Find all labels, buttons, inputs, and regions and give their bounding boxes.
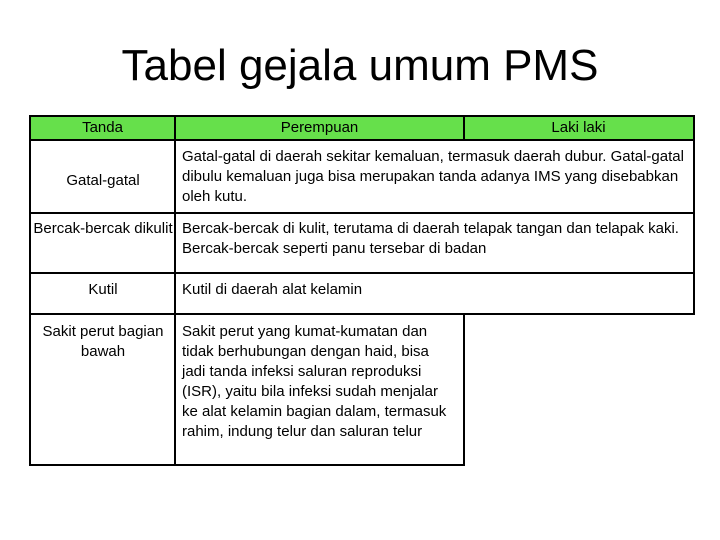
- column-divider-2-lower: [463, 314, 465, 466]
- column-divider-1: [174, 115, 176, 466]
- header-laki-laki: [464, 116, 693, 140]
- table-border-top: [29, 115, 695, 117]
- table-row-kutil-tanda: Kutil: [88, 281, 118, 298]
- table-border-bottom: [29, 464, 465, 466]
- table-row-sakit-perempuan: Sakit perut yang kumat-kumatan dan tidak berhubungan dengan haid, bisa jadi tanda infeksi saluran reproduksi (ISR), yaitu bila infeksi sudah menjalar ke alat kelamin bagian dalam, termasuk rahim, indung telur dan saluran telur: [182, 323, 447, 440]
- header-tanda-label: Tanda: [82, 119, 123, 136]
- column-divider-2-header: [463, 115, 465, 141]
- row-divider-1: [29, 212, 695, 214]
- table-border-left: [29, 115, 31, 466]
- page-title: Tabel gejala umum PMS: [121, 41, 599, 90]
- table-row-bercak-tanda: Bercak-bercak dikulit: [33, 220, 173, 237]
- table-row-gatal-perempuan: Gatal-gatal di daerah sekitar kemaluan, termasuk daerah dubur. Gatal-gatal dibulu kemaluan juga bisa merupakan tanda adanya IMS yang disebabkan oleh kutu.: [182, 148, 684, 205]
- row-divider-3: [29, 313, 695, 315]
- table-row-gatal-tanda: Gatal-gatal: [66, 172, 140, 189]
- table-row-kutil-perempuan: Kutil di daerah alat kelamin: [182, 281, 363, 298]
- header-laki-laki-label: Laki laki: [551, 119, 606, 136]
- table-row-bercak-perempuan: Bercak-bercak di kulit, terutama di daerah telapak tangan dan telapak kaki. Bercak-bercak seperti panu tersebar di badan: [182, 220, 679, 257]
- table-border-right: [693, 115, 695, 315]
- header-perempuan: [176, 116, 463, 140]
- header-tanda: [30, 116, 175, 140]
- header-perempuan-label: Perempuan: [280, 119, 359, 136]
- header-divider: [29, 139, 695, 141]
- table-row-sakit-tanda: Sakit perut bagian bawah: [42, 323, 164, 360]
- row-divider-2: [29, 272, 695, 274]
